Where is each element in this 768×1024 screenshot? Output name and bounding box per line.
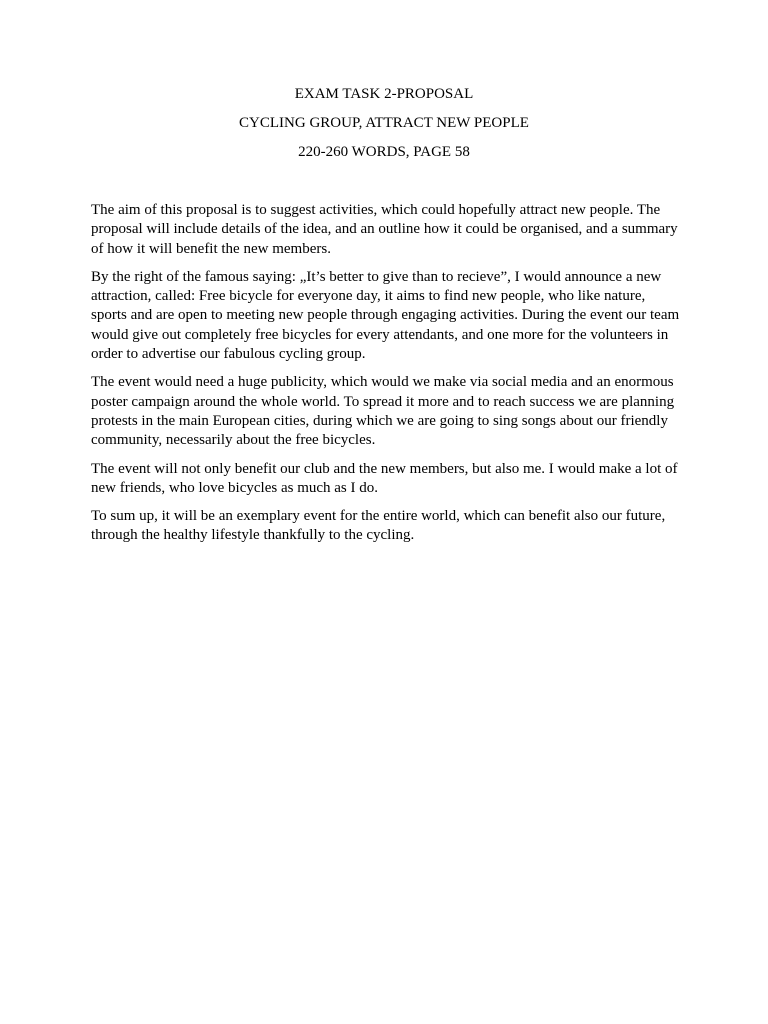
paragraph-introduction: The aim of this proposal is to suggest activities, which could hopefully attract new people. The proposal will include details of the idea, and an outline how it could be organised, and a summary of how it will benefit the new members.: [91, 202, 678, 257]
heading-word-count: 220-260 WORDS, PAGE 58: [298, 144, 470, 160]
document-heading: [0, 85, 768, 172]
paragraph-idea: By the right of the famous saying: „It’s better to give than to recieve”, I would announce a new attraction, called: Free bicycle for everyone day, it aims to find new people, who like nature, sports and are open to meeting new people through engaging activities. During the event our team would give out completely free bicycles for every attendants, and one more for the volunteers in order to advertise our fabulous cycling group.: [91, 268, 680, 363]
paragraph-benefits: The event will not only benefit our club and the new members, but also me. I would make a lot of new friends, who love bicycles as much as I do.: [91, 460, 678, 496]
heading-topic: CYCLING GROUP, ATTRACT NEW PEOPLE: [239, 115, 529, 131]
heading-task-title: EXAM TASK 2-PROPOSAL: [294, 86, 474, 102]
document-body: [91, 201, 683, 555]
paragraph-organisation: The event would need a huge publicity, which would we make via social media and an enormous poster campaign around the whole world. To spread it more and to reach success we are planning protests in the main European cities, during which we are going to sing songs about our friendly community, necessarily about the free bicycles.: [91, 374, 675, 449]
paragraph-conclusion: To sum up, it will be an exemplary event for the entire world, which can benefit also our future, through the healthy lifestyle thankfully to the cycling.: [91, 508, 666, 544]
